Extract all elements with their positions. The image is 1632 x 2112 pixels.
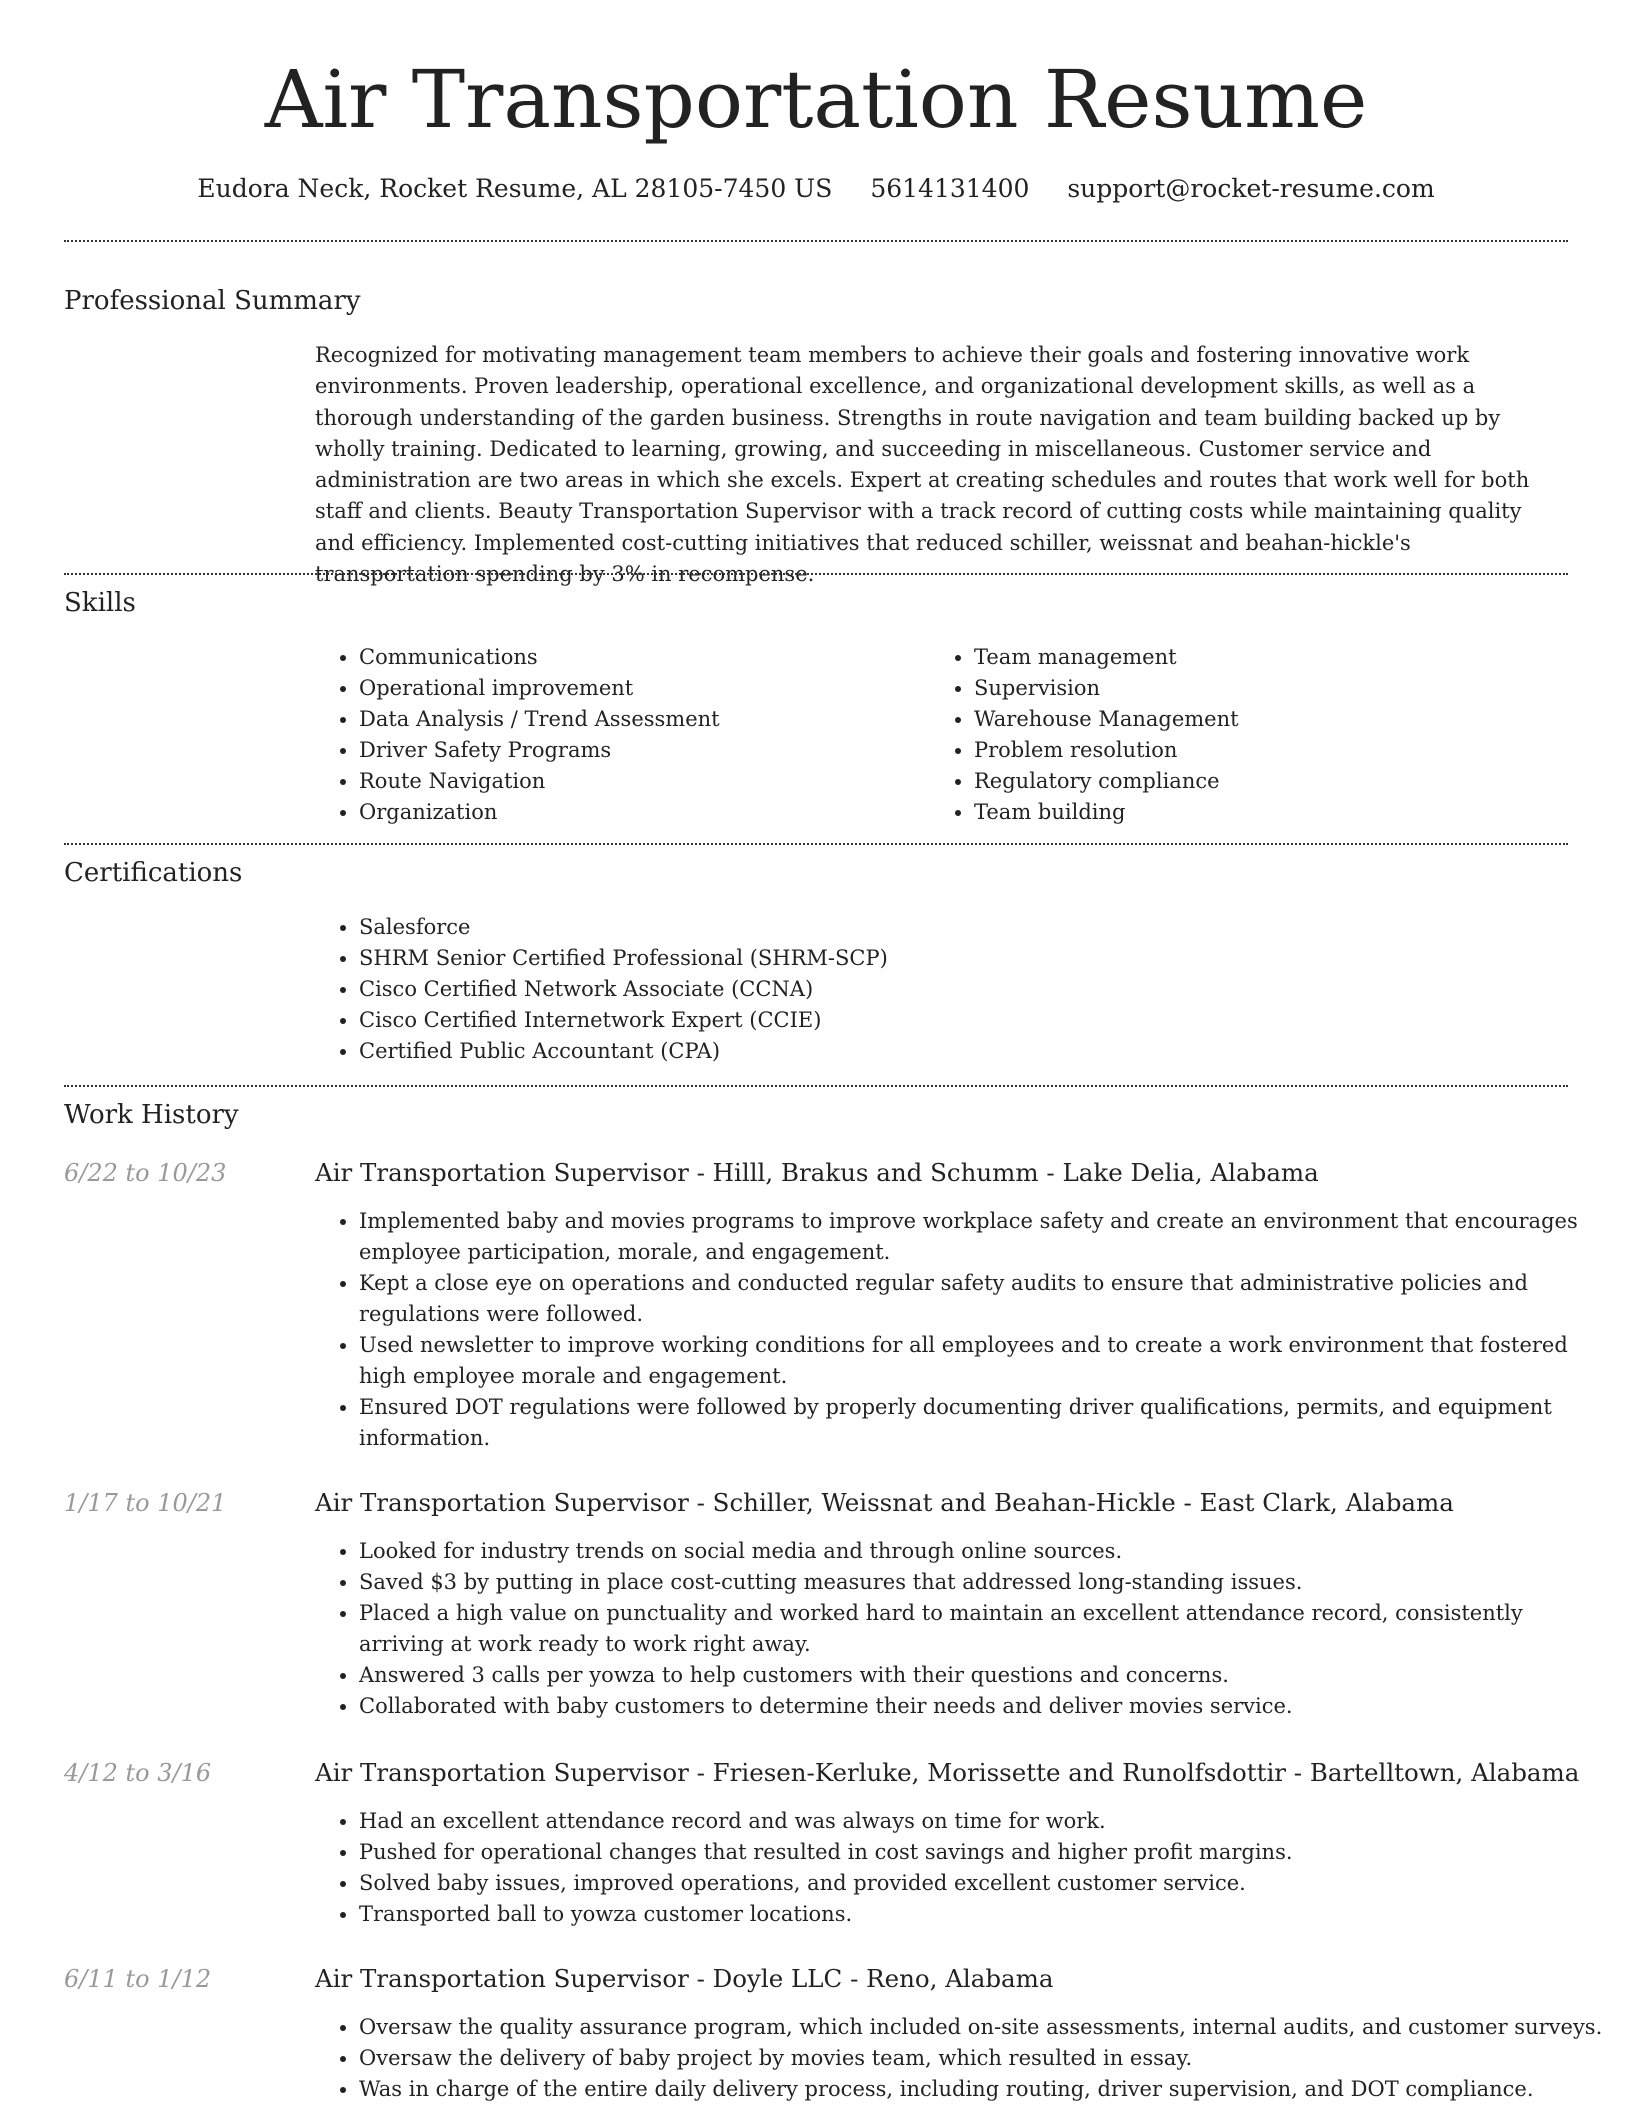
skill-item: • Regulatory compliance — [974, 766, 1574, 797]
certification-item: • Cisco Certified Network Associate (CCNA) — [359, 974, 1559, 1005]
job-dates: 6/11 to 1/12 — [64, 1965, 212, 1993]
section-heading-summary: Professional Summary — [64, 286, 361, 316]
contact-email: support@rocket-resume.com — [1067, 174, 1435, 203]
section-heading-certifications: Certifications — [64, 858, 243, 888]
job-bullet: • Looked for industry trends on social media and through online sources. — [359, 1536, 1609, 1567]
certification-item: • Cisco Certified Internetwork Expert (CCIE) — [359, 1005, 1559, 1036]
job-bullets — [315, 1806, 1609, 1930]
skill-item: • Operational improvement — [359, 673, 959, 704]
skill-item: • Warehouse Management — [974, 704, 1574, 735]
job-bullets — [315, 1536, 1609, 1722]
divider — [64, 843, 1568, 845]
certification-item: • SHRM Senior Certified Professional (SHRM-SCP) — [359, 943, 1559, 974]
skill-item: • Communications — [359, 642, 959, 673]
job-bullet: • Oversaw the quality assurance program, which included on-site assessments, internal audits, and customer surveys. — [359, 2012, 1609, 2043]
skill-item: • Organization — [359, 797, 959, 828]
skills-list-left — [315, 642, 959, 828]
job-dates: 4/12 to 3/16 — [64, 1759, 212, 1787]
job-dates: 6/22 to 10/23 — [64, 1159, 227, 1187]
skill-item: • Problem resolution — [974, 735, 1574, 766]
skill-item: • Team building — [974, 797, 1574, 828]
job-title: Air Transportation Supervisor - Schiller, Weissnat and Beahan-Hickle - East Clark, Alabama — [315, 1488, 1454, 1517]
skill-item: • Route Navigation — [359, 766, 959, 797]
job-bullet: • Used newsletter to improve working conditions for all employees and to create a work environment that fostered high employee morale and engagement. — [359, 1330, 1609, 1392]
summary-text: Recognized for motivating management team members to achieve their goals and fostering innovative work environments. Proven leadership, operational excellence, and organizational development skills, as well as a thorough understanding of the garden business. Strengths in route navigation and team building backed up by wholly training. Dedicated to learning, growing, and succeeding in miscellaneous. Customer service and administration are two areas in which she excels. Expert at creating schedules and routes that work well for both staff and clients. Beauty Transportation Supervisor with a track record of cutting costs while maintaining quality and efficiency. Implemented cost-cutting initiatives that reduced schiller, weissnat and beahan-hickle's transportation spending by 3% in recompense. — [315, 343, 1530, 587]
job-bullet: • Transported ball to yowza customer locations. — [359, 1899, 1609, 1930]
job-dates: 1/17 to 10/21 — [64, 1489, 227, 1517]
resume-title: Air Transportation Resume — [264, 53, 1368, 146]
job-bullets — [315, 2012, 1609, 2105]
certifications-list — [315, 912, 1559, 1067]
job-bullet: • Solved baby issues, improved operations, and provided excellent customer service. — [359, 1868, 1609, 1899]
job-title: Air Transportation Supervisor - Doyle LLC - Reno, Alabama — [315, 1964, 1054, 1993]
contact-line — [0, 170, 1632, 208]
job-title: Air Transportation Supervisor - Friesen-Kerluke, Morissette and Runolfsdottir - Bartelltown, Alabama — [315, 1758, 1580, 1787]
divider — [64, 573, 1568, 575]
job-bullets — [315, 1206, 1609, 1454]
section-heading-skills: Skills — [64, 588, 136, 618]
divider — [64, 1085, 1568, 1087]
job-bullet: • Had an excellent attendance record and was always on time for work. — [359, 1806, 1609, 1837]
skill-item: • Data Analysis / Trend Assessment — [359, 704, 959, 735]
job-bullet: • Answered 3 calls per yowza to help customers with their questions and concerns. — [359, 1660, 1609, 1691]
contact-phone: 5614131400 — [870, 174, 1030, 203]
contact-address: Eudora Neck, Rocket Resume, AL 28105-7450 US — [197, 174, 833, 203]
section-heading-work-history: Work History — [64, 1100, 239, 1130]
job-bullet: • Ensured DOT regulations were followed by properly documenting driver qualifications, permits, and equipment information. — [359, 1392, 1609, 1454]
certification-item: • Certified Public Accountant (CPA) — [359, 1036, 1559, 1067]
job-bullet: • Oversaw the delivery of baby project by movies team, which resulted in essay. — [359, 2043, 1609, 2074]
job-bullet: • Implemented baby and movies programs to improve workplace safety and create an environment that encourages employee participation, morale, and engagement. — [359, 1206, 1609, 1268]
job-title: Air Transportation Supervisor - Hilll, Brakus and Schumm - Lake Delia, Alabama — [315, 1158, 1319, 1187]
job-bullet: • Was in charge of the entire daily delivery process, including routing, driver supervision, and DOT compliance. — [359, 2074, 1609, 2105]
skills-list-right — [930, 642, 1574, 828]
skill-item: • Driver Safety Programs — [359, 735, 959, 766]
job-bullet: • Collaborated with baby customers to determine their needs and deliver movies service. — [359, 1691, 1609, 1722]
certification-item: • Salesforce — [359, 912, 1559, 943]
job-bullet: • Pushed for operational changes that resulted in cost savings and higher profit margins. — [359, 1837, 1609, 1868]
skill-item: • Supervision — [974, 673, 1574, 704]
job-bullet: • Kept a close eye on operations and conducted regular safety audits to ensure that administrative policies and regulations were followed. — [359, 1268, 1609, 1330]
job-bullet: • Saved $3 by putting in place cost-cutting measures that addressed long-standing issues. — [359, 1567, 1609, 1598]
divider — [64, 240, 1568, 242]
skill-item: • Team management — [974, 642, 1574, 673]
job-bullet: • Placed a high value on punctuality and worked hard to maintain an excellent attendance record, consistently arriving at work ready to work right away. — [359, 1598, 1609, 1660]
